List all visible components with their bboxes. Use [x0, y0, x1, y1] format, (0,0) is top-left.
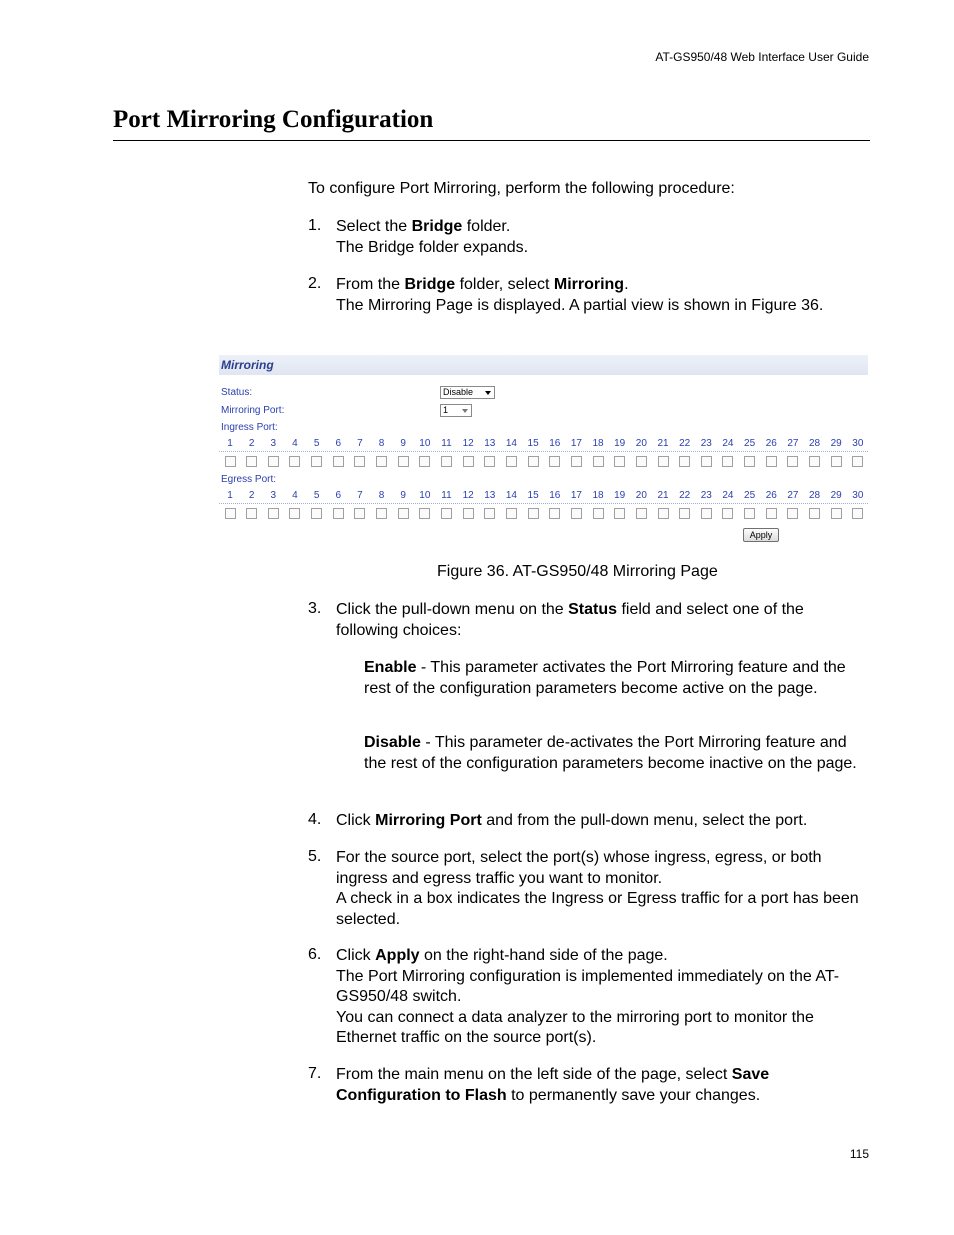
mirroring-page-figure — [219, 355, 868, 545]
ingress-port-checkbox[interactable] — [333, 456, 344, 467]
egress-port-numbers — [219, 490, 868, 502]
egress-port-checkbox[interactable] — [679, 508, 690, 519]
ingress-port-number: 21 — [657, 438, 669, 449]
egress-port-number: 29 — [830, 490, 842, 501]
step-1-post — [462, 218, 510, 235]
egress-checkboxes — [219, 508, 868, 520]
ingress-port-checkbox[interactable] — [484, 456, 495, 467]
step-3-post: field and select one of the following choices: — [336, 601, 804, 639]
step-2-number: 2. — [308, 275, 322, 292]
ingress-port-checkbox[interactable] — [722, 456, 733, 467]
egress-port-checkbox[interactable] — [809, 508, 820, 519]
egress-port-checkbox[interactable] — [246, 508, 257, 519]
disable-desc: - This parameter de-activates the Port Mirroring feature and the rest of the configuration parameters become inactive on the page. — [364, 734, 857, 772]
egress-port-checkbox[interactable] — [419, 508, 430, 519]
intro-text: To configure Port Mirroring, perform the following procedure: — [308, 180, 735, 197]
egress-port-number: 23 — [700, 490, 712, 501]
ingress-port-checkbox[interactable] — [658, 456, 669, 467]
page-number: 115 — [849, 1147, 869, 1161]
egress-port-number: 18 — [592, 490, 604, 501]
egress-port-number: 13 — [484, 490, 496, 501]
egress-port-checkbox[interactable] — [398, 508, 409, 519]
ingress-port-number: 23 — [700, 438, 712, 449]
egress-port-checkbox[interactable] — [701, 508, 712, 519]
ingress-port-checkbox[interactable] — [809, 456, 820, 467]
ingress-port-checkbox[interactable] — [506, 456, 517, 467]
egress-port-number: 19 — [614, 490, 626, 501]
ingress-port-number: 14 — [505, 438, 517, 449]
enable-desc: - This parameter activates the Port Mirroring feature and the rest of the configuration parameters become active on the page. — [364, 659, 846, 697]
egress-port-number: 16 — [549, 490, 561, 501]
egress-port-checkbox[interactable] — [614, 508, 625, 519]
egress-port-number: 17 — [570, 490, 582, 501]
ingress-port-number: 13 — [484, 438, 496, 449]
disable-description — [364, 733, 864, 774]
chevron-down-icon — [462, 409, 468, 413]
ingress-port-checkbox[interactable] — [354, 456, 365, 467]
egress-port-number: 8 — [378, 490, 385, 501]
apply-button[interactable]: Apply — [743, 528, 779, 542]
egress-port-checkbox[interactable] — [311, 508, 322, 519]
egress-port-number: 30 — [852, 490, 864, 501]
ingress-port-checkbox[interactable] — [593, 456, 604, 467]
egress-port-checkbox[interactable] — [289, 508, 300, 519]
egress-port-checkbox[interactable] — [658, 508, 669, 519]
egress-port-checkbox[interactable] — [225, 508, 236, 519]
step-4-number: 4. — [308, 811, 322, 828]
ingress-port-checkbox[interactable] — [766, 456, 777, 467]
step-3 — [336, 600, 866, 641]
ingress-port-number: 16 — [549, 438, 561, 449]
egress-port-number: 25 — [744, 490, 756, 501]
egress-port-number: 15 — [527, 490, 539, 501]
ingress-port-checkbox[interactable] — [419, 456, 430, 467]
egress-port-checkbox[interactable] — [441, 508, 452, 519]
ingress-port-checkbox[interactable] — [636, 456, 647, 467]
figure-title: Mirroring — [221, 358, 274, 372]
figure-titlebar — [219, 355, 868, 375]
egress-port-number: 20 — [635, 490, 647, 501]
ingress-port-checkbox[interactable] — [376, 456, 387, 467]
ingress-port-number: 29 — [830, 438, 842, 449]
egress-port-number: 27 — [787, 490, 799, 501]
step-7-pre: From the main menu on the left side of the page, select — [336, 1066, 732, 1083]
ingress-port-checkbox[interactable] — [463, 456, 474, 467]
ingress-port-number: 8 — [378, 438, 385, 449]
ingress-port-checkbox[interactable] — [441, 456, 452, 467]
step-6-number: 6. — [308, 946, 322, 963]
step-4-pre: Click — [336, 812, 376, 829]
ingress-port-checkbox[interactable] — [831, 456, 842, 467]
egress-port-number: 22 — [679, 490, 691, 501]
ingress-port-checkbox[interactable] — [787, 456, 798, 467]
egress-port-checkbox[interactable] — [333, 508, 344, 519]
egress-port-number: 6 — [335, 490, 342, 501]
ingress-port-checkbox[interactable] — [225, 456, 236, 467]
ingress-port-checkbox[interactable] — [268, 456, 279, 467]
ingress-port-number: 11 — [441, 438, 452, 449]
egress-port-number: 21 — [657, 490, 669, 501]
egress-port-number: 10 — [419, 490, 431, 501]
egress-port-checkbox[interactable] — [463, 508, 474, 519]
step-1-post-text: folder. — [462, 218, 511, 235]
mirroring-port-label: Mirroring Port: — [221, 405, 285, 416]
ingress-port-number: 30 — [852, 438, 864, 449]
egress-port-checkbox[interactable] — [528, 508, 539, 519]
egress-port-checkbox[interactable] — [506, 508, 517, 519]
egress-port-number: 9 — [400, 490, 406, 501]
egress-port-number: 12 — [462, 490, 474, 501]
ingress-port-number: 7 — [357, 438, 363, 449]
egress-port-checkbox[interactable] — [722, 508, 733, 519]
egress-port-label: Egress Port: — [221, 474, 277, 485]
ingress-checkboxes — [219, 456, 868, 468]
ingress-port-number: 20 — [635, 438, 647, 449]
mirroring-port-select[interactable] — [440, 404, 472, 417]
step-5 — [336, 848, 866, 930]
step-2-bold2: Mirroring — [553, 276, 625, 293]
egress-port-checkbox[interactable] — [787, 508, 798, 519]
egress-port-checkbox[interactable] — [268, 508, 279, 519]
status-label: Status: — [221, 387, 253, 398]
ingress-port-number: 26 — [765, 438, 777, 449]
step-1 — [336, 217, 866, 258]
ingress-port-number: 28 — [808, 438, 821, 449]
enable-description — [364, 658, 864, 699]
ingress-port-checkbox[interactable] — [679, 456, 690, 467]
egress-port-number: 2 — [248, 490, 255, 501]
egress-port-checkbox[interactable] — [744, 508, 755, 519]
title-rule — [113, 140, 870, 141]
egress-port-number: 1 — [227, 490, 233, 501]
egress-port-number: 11 — [441, 490, 452, 501]
egress-port-number: 7 — [357, 490, 363, 501]
step-6-bold: Apply — [375, 947, 420, 964]
step-7-post: to permanently save your changes. — [506, 1086, 761, 1104]
ingress-port-number: 2 — [248, 438, 255, 449]
ingress-port-checkbox[interactable] — [744, 456, 755, 467]
ingress-port-checkbox[interactable] — [852, 456, 863, 467]
step-7-bold: Save Configuration to Flash — [336, 1066, 770, 1104]
step-3-bold: Status — [568, 601, 618, 618]
ingress-port-checkbox[interactable] — [571, 456, 582, 467]
figure-caption: Figure 36. AT-GS950/48 Mirroring Page — [437, 563, 718, 580]
step-2-line2: The Mirroring Page is displayed. A partial view is shown in Figure 36. — [336, 296, 824, 314]
ingress-port-checkbox[interactable] — [289, 456, 300, 467]
egress-port-number: 5 — [313, 490, 320, 501]
step-6 — [336, 946, 866, 1049]
step-6-line2: The Port Mirroring configuration is implemented immediately on the AT-GS950/48 switch. — [336, 967, 840, 1005]
egress-divider — [219, 503, 868, 504]
step-3-pre: Click the pull-down menu on the — [336, 601, 569, 618]
step-2-bold: Bridge — [404, 276, 456, 293]
ingress-port-number: 19 — [614, 438, 626, 449]
step-6-pre: Click — [336, 947, 376, 964]
ingress-port-checkbox[interactable] — [398, 456, 409, 467]
step-7 — [336, 1065, 816, 1106]
step-4-bold: Mirroring Port — [375, 812, 482, 829]
step-2-pre: From the — [336, 276, 405, 293]
ingress-divider — [219, 451, 868, 452]
step-2 — [336, 275, 866, 316]
step-2-post: . — [624, 276, 629, 293]
chevron-down-icon — [485, 391, 491, 395]
ingress-port-number: 17 — [570, 438, 582, 449]
ingress-port-number: 3 — [270, 438, 277, 449]
egress-port-checkbox[interactable] — [484, 508, 495, 519]
ingress-port-checkbox[interactable] — [311, 456, 322, 467]
egress-port-checkbox[interactable] — [354, 508, 365, 519]
step-1-bold: Bridge — [411, 218, 463, 235]
step-1-number: 1. — [308, 217, 322, 234]
egress-port-checkbox[interactable] — [852, 508, 863, 519]
step-1-line2: The Bridge folder expands. — [336, 238, 529, 256]
ingress-port-number: 27 — [787, 438, 799, 449]
egress-port-checkbox[interactable] — [766, 508, 777, 519]
egress-port-checkbox[interactable] — [571, 508, 582, 519]
step-6-line3: You can connect a data analyzer to the mirroring port to monitor the Ethernet traffic on the source port(s). — [336, 1008, 814, 1046]
ingress-port-number: 9 — [400, 438, 406, 449]
status-select[interactable] — [440, 386, 495, 399]
enable-term: Enable — [364, 659, 417, 676]
ingress-port-number: 25 — [744, 438, 756, 449]
egress-port-checkbox[interactable] — [593, 508, 604, 519]
egress-port-number: 26 — [765, 490, 777, 501]
egress-port-number: 3 — [270, 490, 277, 501]
step-5-text: For the source port, select the port(s) whose ingress, egress, or both ingress and egress traffic you want to monitor. — [336, 849, 822, 887]
ingress-port-number: 5 — [313, 438, 320, 449]
ingress-port-checkbox[interactable] — [246, 456, 257, 467]
running-header: AT-GS950/48 Web Interface User Guide — [655, 50, 869, 64]
step-4 — [336, 811, 866, 832]
step-5-line2: A check in a box indicates the Ingress or Egress traffic for a port has been selected. — [336, 890, 859, 928]
ingress-port-numbers — [219, 438, 868, 450]
ingress-port-checkbox[interactable] — [614, 456, 625, 467]
egress-port-checkbox[interactable] — [549, 508, 560, 519]
ingress-port-checkbox[interactable] — [528, 456, 539, 467]
egress-port-number: 24 — [722, 490, 734, 501]
step-3-number: 3. — [308, 600, 322, 617]
step-4-post: and from the pull-down menu, select the port. — [481, 812, 808, 829]
ingress-port-number: 15 — [527, 438, 539, 449]
ingress-port-number: 6 — [335, 438, 342, 449]
ingress-port-number: 10 — [419, 438, 431, 449]
ingress-port-checkbox[interactable] — [549, 456, 560, 467]
egress-port-number: 4 — [292, 490, 298, 501]
step-6-post: on the right-hand side of the page. — [419, 947, 668, 964]
ingress-port-number: 24 — [722, 438, 734, 449]
egress-port-checkbox[interactable] — [376, 508, 387, 519]
step-1-pre: Select the — [336, 218, 412, 235]
step-7-number: 7. — [308, 1065, 322, 1082]
step-5-number: 5. — [308, 848, 322, 865]
egress-port-number: 14 — [505, 490, 517, 501]
egress-port-checkbox[interactable] — [636, 508, 647, 519]
egress-port-checkbox[interactable] — [831, 508, 842, 519]
egress-port-number: 28 — [808, 490, 821, 501]
ingress-port-label: Ingress Port: — [221, 422, 278, 433]
ingress-port-number: 18 — [592, 438, 604, 449]
disable-term: Disable — [364, 734, 421, 751]
mirroring-port-select-value: 1 — [443, 405, 449, 415]
ingress-port-number: 4 — [292, 438, 298, 449]
ingress-port-number: 1 — [227, 438, 233, 449]
ingress-port-number: 12 — [462, 438, 474, 449]
ingress-port-checkbox[interactable] — [701, 456, 712, 467]
section-title: Port Mirroring Configuration — [113, 106, 434, 133]
status-select-value: Disable — [443, 387, 474, 397]
ingress-port-number: 22 — [679, 438, 691, 449]
step-2-mid: folder, select — [455, 276, 554, 293]
